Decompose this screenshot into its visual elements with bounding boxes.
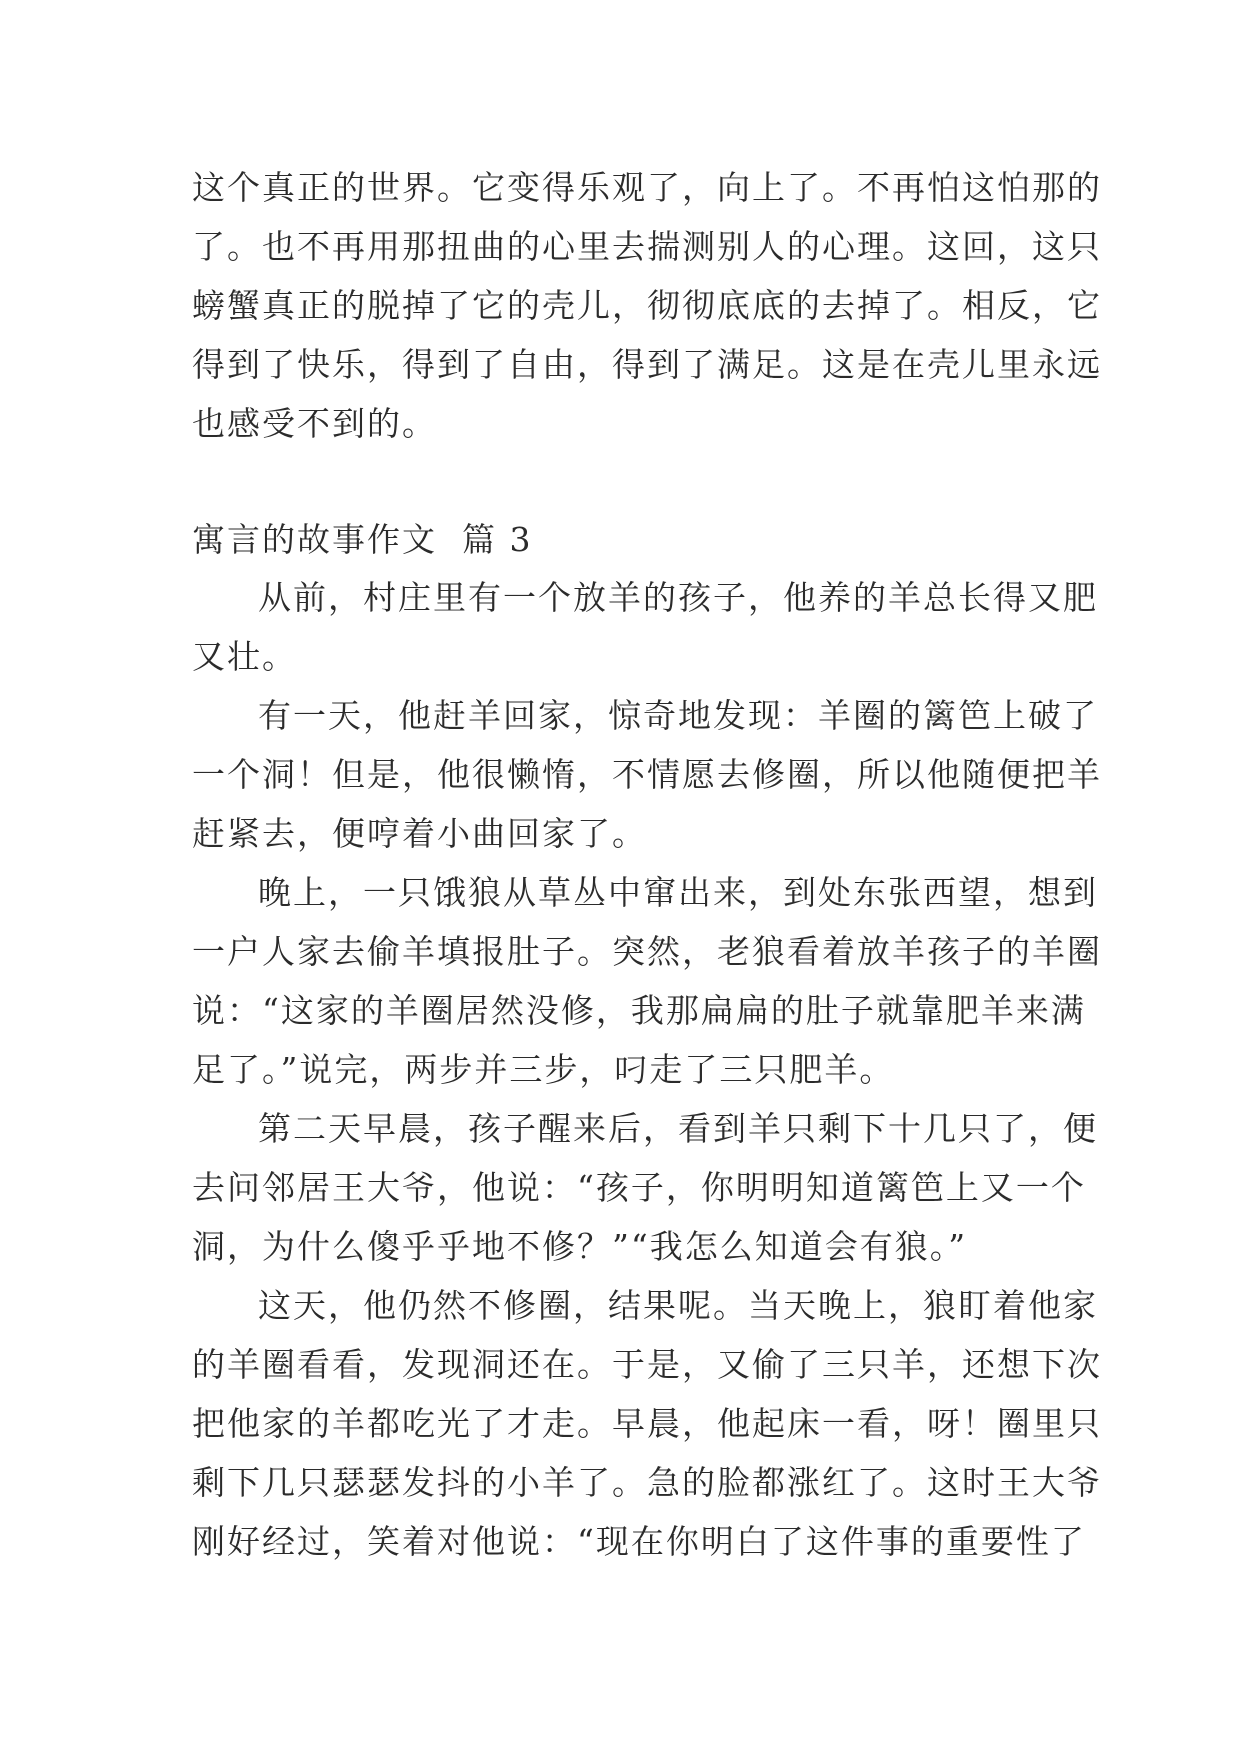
text-line: 这个真正的世界。它变得乐观了，向上了。不再怕这怕那的 [192,168,1102,207]
paragraph-first-line: 第二天早晨，孩子醒来后，看到羊只剩下十几只了，便 [258,1109,1098,1148]
text-line: 又壮。 [192,637,297,676]
text-line: 的羊圈看看，发现洞还在。于是，又偷了三只羊，还想下次 [192,1345,1102,1384]
paragraph-first-line: 有一天，他赶羊回家，惊奇地发现：羊圈的篱笆上破了 [258,696,1098,735]
text-line: 一户人家去偷羊填报肚子。突然，老狼看着放羊孩子的羊圈 [192,932,1102,971]
story-body [192,568,1102,1571]
text-line: 也感受不到的。 [192,404,437,443]
text-line: 一个洞！但是，他很懒惰，不情愿去修圈，所以他随便把羊 [192,755,1102,794]
text-line: 赶紧去，便哼着小曲回家了。 [192,814,647,853]
text-line: 了。也不再用那扭曲的心里去揣测别人的心理。这回，这只 [192,227,1102,266]
text-line: 刚好经过，笑着对他说：“现在你明白了这件事的重要性了 [192,1522,1086,1561]
paragraph-first-line: 晚上，一只饿狼从草丛中窜出来，到处东张西望，想到 [258,873,1098,912]
text-line: 足了。”说完，两步并三步，叼走了三只肥羊。 [192,1050,895,1089]
text-line: 去问邻居王大爷，他说：“孩子，你明明知道篱笆上又一个 [192,1168,1086,1207]
paragraph-first-line: 从前，村庄里有一个放羊的孩子，他养的羊总长得又肥 [258,578,1098,617]
text-line: 剩下几只瑟瑟发抖的小羊了。急的脸都涨红了。这时王大爷 [192,1463,1102,1502]
section-heading: 寓言的故事作文 篇 3 [192,520,533,559]
paragraph-first-line: 这天，他仍然不修圈，结果呢。当天晚上，狼盯着他家 [258,1286,1098,1325]
text-line: 得到了快乐，得到了自由，得到了满足。这是在壳儿里永远 [192,345,1102,384]
text-line: 把他家的羊都吃光了才走。早晨，他起床一看，呀！圈里只 [192,1404,1102,1443]
text-line: 洞，为什么傻乎乎地不修？”“我怎么知道会有狼。” [192,1227,968,1266]
section-heading-block [192,510,1052,569]
text-line: 螃蟹真正的脱掉了它的壳儿，彻彻底底的去掉了。相反，它 [192,286,1102,325]
previous-story-ending [192,158,1102,453]
text-line: 说：“这家的羊圈居然没修，我那扁扁的肚子就靠肥羊来满 [192,991,1086,1030]
